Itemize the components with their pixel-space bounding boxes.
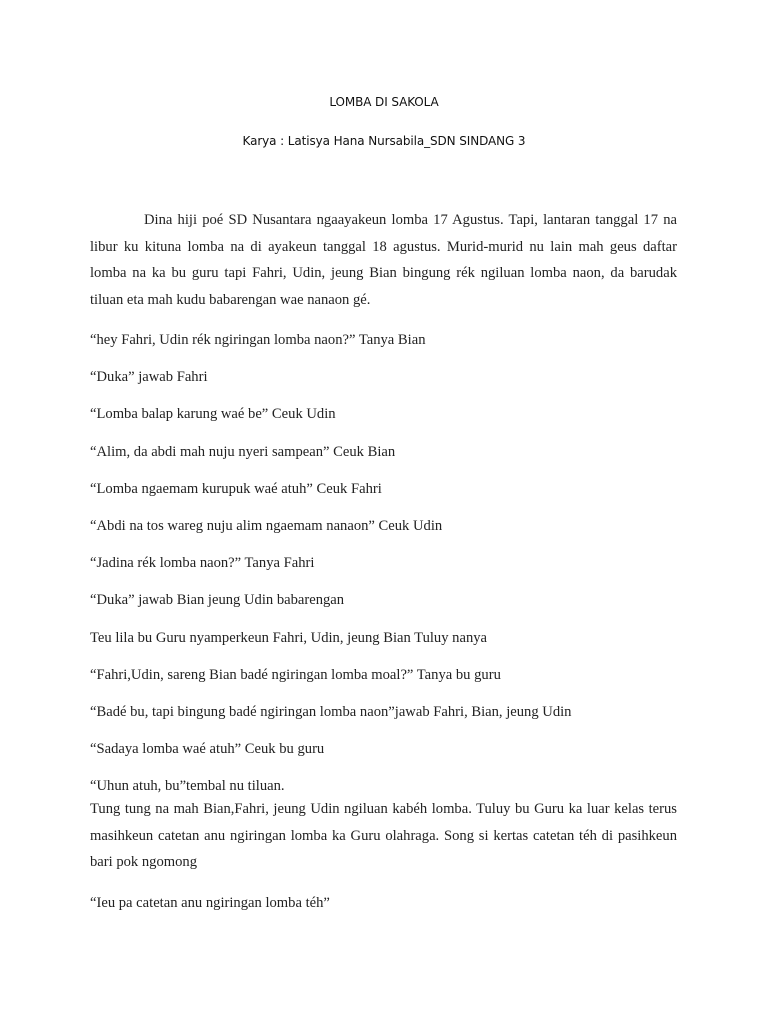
narration-line: Teu lila bu Guru nyamperkeun Fahri, Udin, jeung Bian Tuluy nanya: [90, 629, 488, 646]
dialogue-line: “Sadaya lomba waé atuh” Ceuk bu guru: [90, 741, 325, 758]
document-body: [90, 207, 677, 913]
dialogue-line: “Fahri,Udin, sareng Bian badé ngiringan lomba moal?” Tanya bu guru: [90, 666, 501, 683]
dialogue-line: “Badé bu, tapi bingung badé ngiringan lomba naon”jawab Fahri, Bian, jeung Udin: [90, 703, 572, 720]
dialogue-line: “Abdi na tos wareg nuju alim ngaemam nanaon” Ceuk Udin: [90, 517, 443, 534]
dialogue-line: “hey Fahri, Udin rék ngiringan lomba naon?” Tanya Bian: [90, 332, 426, 348]
dialogue-line: “Alim, da abdi mah nuju nyeri sampean” Ceuk Bian: [90, 443, 396, 460]
closing-paragraph: Tung tung na mah Bian,Fahri, jeung Udin ngiluan kabéh lomba. Tuluy bu Guru ka luar kelas terus masihkeun catetan anu ngiringan lomba ka Guru olahraga. Song si kertas catetan téh di pasihkeun bari pok ngomong: [90, 801, 677, 871]
dialogue-line: “Lomba ngaemam kurupuk waé atuh” Ceuk Fahri: [90, 480, 382, 497]
dialogue-line: “Jadina rék lomba naon?” Tanya Fahri: [90, 555, 315, 572]
dialogue-line: “Lomba balap karung waé be” Ceuk Udin: [90, 406, 336, 423]
dialogue-line: “Duka” jawab Fahri: [90, 369, 208, 386]
document-byline: Karya : Latisya Hana Nursabila_SDN SINDANG 3: [242, 134, 526, 148]
final-dialogue-line: “Ieu pa catetan anu ngiringan lomba téh”: [90, 894, 330, 911]
document-title: LOMBA DI SAKOLA: [329, 95, 439, 109]
dialogue-line: “Duka” jawab Bian jeung Udin babarengan: [90, 592, 345, 609]
dialogue-line: “Uhun atuh, bu”tembal nu tiluan.: [90, 778, 285, 795]
intro-paragraph: Dina hiji poé SD Nusantara ngaayakeun lomba 17 Agustus. Tapi, lantaran tanggal 17 na libur ku kituna lomba na di ayakeun tanggal 18 agustus. Murid-murid nu lain mah geus daftar lomba na ka bu guru tapi Fahri, Udin, jeung Bian bingung rék ngiluan lomba naon, da barudak tiluan eta mah kudu babarengan wae nanaon gé.: [90, 212, 677, 308]
